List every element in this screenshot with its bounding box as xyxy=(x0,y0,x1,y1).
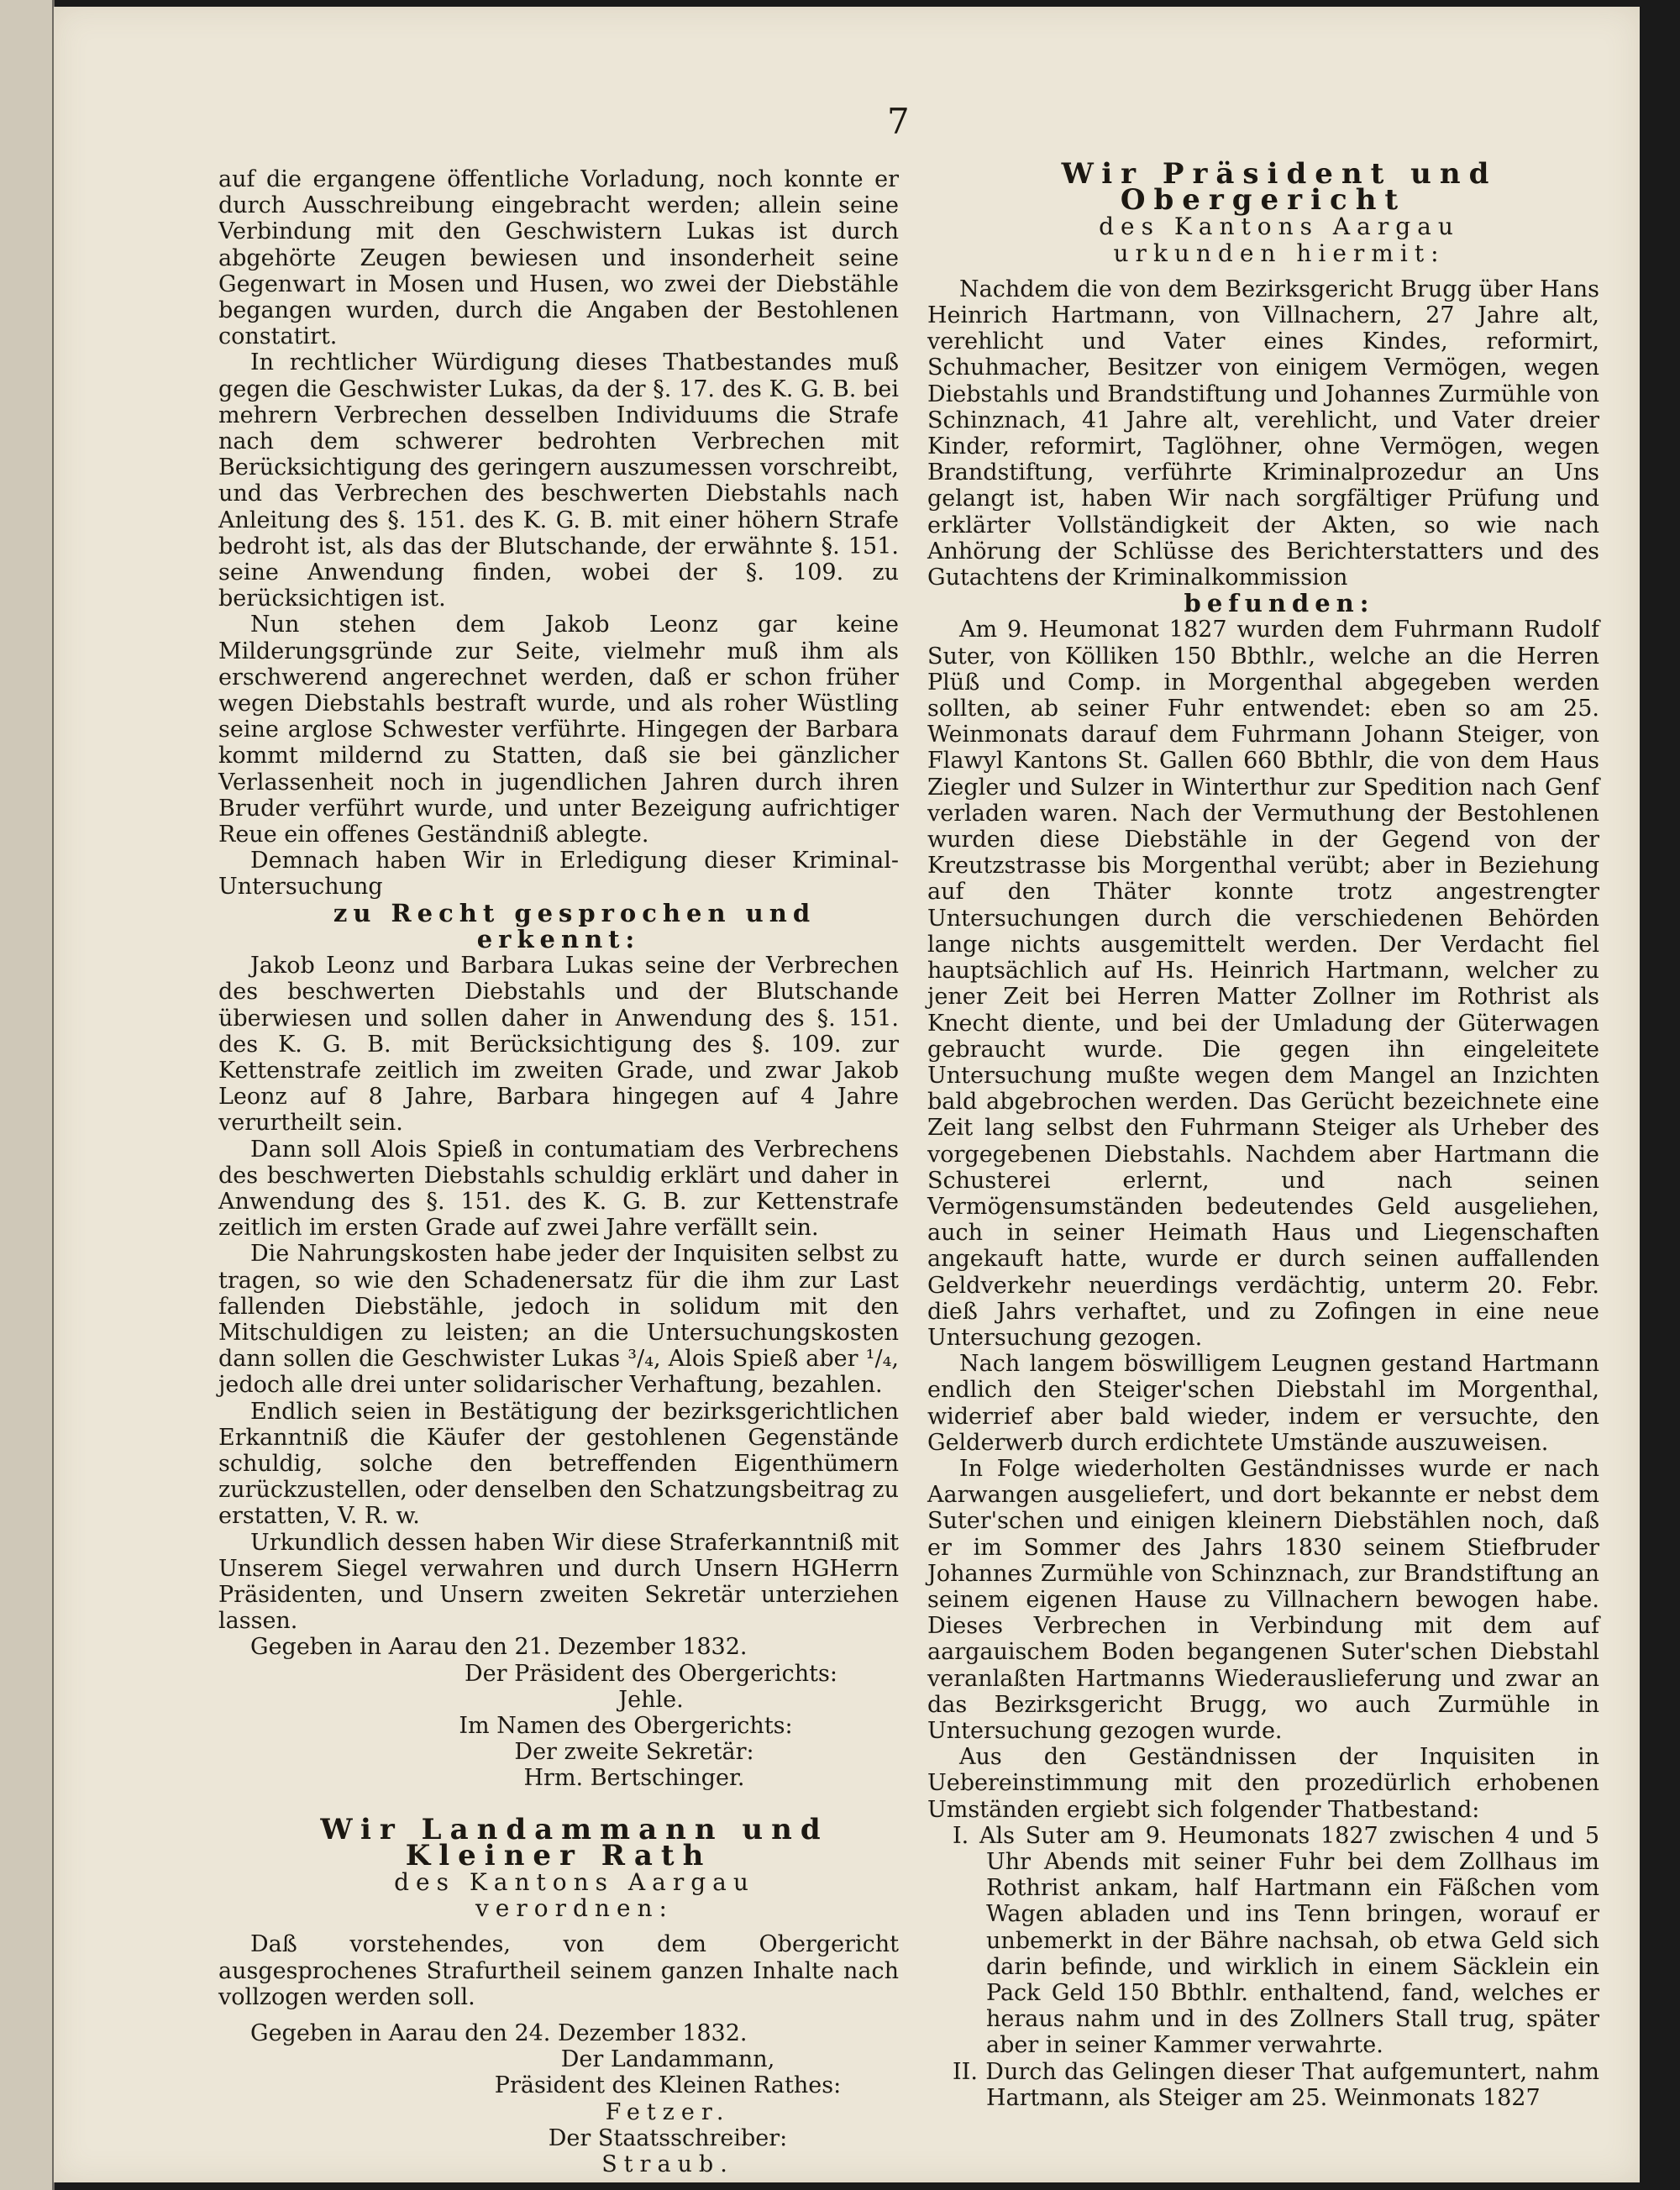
left-column xyxy=(218,166,899,2177)
verdict-heading: zu Recht gesprochen und erkennt: xyxy=(333,898,816,953)
court-subheading: des Kantons Aargau xyxy=(1099,213,1460,241)
paragraph: Demnach haben Wir in Erledigung dieser Kriminal-Untersuchung xyxy=(218,848,899,901)
signature-title: Präsident des Kleinen Rathes: xyxy=(494,2072,842,2099)
paragraph: In rechtlicher Würdigung dieses Thatbestandes muß gegen die Geschwister Lukas, da der §. 17. des K. G. B. bei mehrern Verbrechen desselben Individuums die Strafe nach dem schwerer bedrohten Verbrechen mit Berücksichtigung des geringern auszumessen vorschreibt, und das Verbrechen des beschwerten Diebstahls nach Anleitung des §. 151. des K. G. B. mit einer höhern Strafe bedroht ist, als das der Blutschande, der erwähnte §. 151. seine Anwendung finden, wobei der §. 109. zu berücksichtigen ist. xyxy=(218,349,899,612)
right-column xyxy=(927,157,1599,2111)
facts-list xyxy=(927,1823,1599,2111)
previous-page-edge xyxy=(0,0,55,2190)
findings-heading: befunden: xyxy=(1184,589,1375,618)
paragraph: Dann soll Alois Spieß in contumatiam des Verbrechens des beschwerten Diebstahls schuldig erklärt und daher in Anwendung des §. 151. des K. G. B. zur Kettenstrafe zeitlich im ersten Grade auf zwei Jahre verfällt sein. xyxy=(218,1136,899,1242)
paragraph: Aus den Geständnissen der Inquisiten in Uebereinstimmung mit den prozedürlich erhobenen Umständen ergiebt sich folgender Thatbestand: xyxy=(927,1744,1599,1823)
signature-title: Der Präsident des Obergerichts: xyxy=(465,1660,837,1687)
paragraph: Urkundlich dessen haben Wir diese Straferkanntniß mit Unserem Siegel verwahren und durch Unsern HGHerrn Präsidenten, und Unsern zweiten Sekretär unterziehen lassen. xyxy=(218,1529,899,1635)
document-page xyxy=(54,7,1640,2182)
paragraph: Endlich seien in Bestätigung der bezirksgerichtlichen Erkanntniß die Käufer der gestohlenen Gegenstände schuldig, solche den betreffenden Eigenthümern zurückzustellen, oder denselben den Schatzungsbeitrag zu erstatten, V. R. w. xyxy=(218,1398,899,1530)
signature-name: Hrm. Bertschinger. xyxy=(523,1765,745,1792)
date-line: Gegeben in Aarau den 24. Dezember 1832. xyxy=(250,2020,748,2047)
decree-subheading: verordnen: xyxy=(475,1894,674,1923)
signature-title: Im Namen des Obergerichts: xyxy=(459,1712,793,1739)
decree-heading: Wir Landammann und Kleiner Rath xyxy=(320,1812,829,1872)
signature-name: Jehle. xyxy=(618,1686,684,1713)
paragraph: Nach langem böswilligem Leugnen gestand Hartmann endlich den Steiger'schen Diebstahl im Morgenthal, widerrief aber bald wieder, indem er versuchte, den Gelderwerb durch erdichtete Umstände auszuweisen. xyxy=(927,1351,1599,1456)
page-number: 7 xyxy=(887,101,910,142)
paragraph: Nachdem die von dem Bezirksgericht Brugg über Hans Heinrich Hartmann, von Villnachern, 27 Jahre alt, verehlicht und Vater eines Kindes, reformirt, Schuhmacher, Besitzer von einigem Vermögen, wegen Diebstahls und Brandstiftung und Johannes Zurmühle von Schinznach, 41 Jahre alt, verehlicht, und Vater dreier Kinder, reformirt, Taglöhner, ohne Vermögen, wegen Brandstiftung, verführte Kriminalprozedur an Uns gelangt ist, haben Wir nach sorgfältiger Prüfung und erklärter Vollständigkeit der Akten, so wie nach Anhörung der Schlüsse des Berichterstatters und des Gutachtens der Kriminalkommission xyxy=(927,276,1599,591)
signature-title: Der Landammann, xyxy=(560,2046,775,2073)
list-item: I. Als Suter am 9. Heumonats 1827 zwischen 4 und 5 Uhr Abends mit seiner Fuhr bei dem Zollhaus im Rothrist ankam, half Hartmann ein Fäßchen vom Wagen abladen und ins Tenn bringen, worauf er unbemerkt in der Bähre nachsah, ob etwa Geld sich darin befinde, und wirklich in einem Säcklein ein Pack Geld 150 Bbthlr. enthaltend, fand, welches er heraus nahm und in des Zollners Stall trug, später aber in seiner Kammer verwahrte. xyxy=(953,1822,1599,2059)
list-item: II. Durch das Gelingen dieser That aufgemuntert, nahm Hartmann, als Steiger am 25. Weinmonats 1827 xyxy=(953,2058,1599,2111)
signature-name: Fetzer. xyxy=(605,2098,731,2125)
court-subheading: urkunden hiermit: xyxy=(1113,239,1446,267)
decree-subheading: des Kantons Aargau xyxy=(394,1868,755,1896)
paragraph: In Folge wiederholten Geständnisses wurde er nach Aarwangen ausgeliefert, und dort bekannte er nebst dem Suter'schen und einigen kleinern Diebstählen noch, daß er im Sommer des Jahrs 1830 seinem Stiefbruder Johannes Zurmühle von Schinznach, zur Brandstiftung an seinem eigenen Hause zu Villnachern bewogen habe. Dieses Verbrechen in Verbindung mit dem auf aargauischem Boden begangenen Suter'schen Diebstahl veranlaßten Hartmanns Wiederauslieferung und zwar an das Bezirksgericht Brugg, wo auch Zurmühle in Untersuchung gezogen wurde. xyxy=(927,1455,1599,1744)
paragraph: Jakob Leonz und Barbara Lukas seine der Verbrechen des beschwerten Diebstahls und der Blutschande überwiesen und sollen daher in Anwendung des §. 151. des K. G. B. mit Berücksichtigung des §. 109. zur Kettenstrafe zeitlich im zweiten Grade, und zwar Jakob Leonz auf 8 Jahre, Barbara hingegen auf 4 Jahre verurtheilt sein. xyxy=(218,953,899,1137)
paragraph: Nun stehen dem Jakob Leonz gar keine Milderungsgründe zur Seite, vielmehr muß ihm als erschwerend angerechnet werden, daß er schon früher wegen Diebstahls bestraft wurde, und als roher Wüstling seine arglose Schwester verführte. Hingegen der Barbara kommt mildernd zu Statten, daß sie bei gänzlicher Verlassenheit noch in jugendlichen Jahren durch ihren Bruder verführt wurde, und unter Bezeigung aufrichtiger Reue ein offenes Geständniß ablegte. xyxy=(218,612,899,848)
paragraph: auf die ergangene öffentliche Vorladung, noch konnte er durch Ausschreibung eingebracht werden; allein seine Verbindung mit den Geschwistern Lukas ist durch abgehörte Zeugen bewiesen und insonderheit seine Gegenwart in Mosen und Husen, wo zwei der Diebstähle begangen wurden, durch die Angaben der Bestohlenen constatirt. xyxy=(218,166,899,350)
date-line: Gegeben in Aarau den 21. Dezember 1832. xyxy=(250,1634,748,1661)
signature-title: Der Staatsschreiber: xyxy=(548,2124,788,2151)
paragraph: Die Nahrungskosten habe jeder der Inquisiten selbst zu tragen, so wie den Schadenersatz für die ihm zur Last fallenden Diebstähle, jedoch in solidum mit den Mitschuldigen zu leisten; an die Untersuchungskosten dann sollen die Geschwister Lukas ³/₄, Alois Spieß aber ¹/₄, jedoch alle drei unter solidarischer Verhaftung, bezahlen. xyxy=(218,1241,899,1399)
signature-title: Der zweite Sekretär: xyxy=(514,1739,754,1766)
paragraph: Am 9. Heumonat 1827 wurden dem Fuhrmann Rudolf Suter, von Kölliken 150 Bbthlr., welche an die Herren Plüß und Comp. in Morgenthal abgegeben werden sollten, ab seiner Fuhr entwendet: eben so am 25. Weinmonats darauf dem Fuhrmann Johann Steiger, von Flawyl Kantons St. Gallen 660 Bbthlr, die von dem Haus Ziegler und Sulzer in Winterthur zur Spedition nach Genf verladen waren. Nach der Vermuthung der Bestohlenen wurden diese Diebstähle in der Gegend von der Kreutzstrasse bis Morgenthal verübt; aber in Beziehung auf den Thäter konnte trotz angestrengter Untersuchungen durch die verschiedenen Behörden lange nichts ausgemittelt werden. Der Verdacht fiel hauptsächlich auf Hs. Heinrich Hartmann, welcher zu jener Zeit bei Herren Matter Zollner im Rothrist als Knecht diente, und bei der Umladung der Güterwagen gebraucht wurde. Die gegen ihn eingeleitete Untersuchung mußte wegen dem Mangel an Inzichten bald abgebrochen werden. Das Gerücht bezeichnete eine Zeit lang selbst den Fuhrmann Steiger als Urheber des vorgegebenen Diebstahls. Nachdem aber Hartmann die Schusterei erlernt, und nach seinen Vermögensumständen bedeutendes Geld ausgeliehen, auch in seiner Heimath Haus und Liegenschaften angekauft hatte, wurde er durch seinen auffallenden Geldverkehr neuerdings verdächtig, unterm 20. Febr. dieß Jahrs verhaftet, und zu Zofingen in eine neue Untersuchung gezogen. xyxy=(927,617,1599,1351)
paragraph: Daß vorstehendes, von dem Obergericht ausgesprochenes Strafurtheil seinem ganzen Inhalte nach vollzogen werden soll. xyxy=(218,1931,899,2010)
court-heading: Wir Präsident und Obergericht xyxy=(1061,157,1498,218)
signature-name: Straub. xyxy=(601,2151,734,2178)
